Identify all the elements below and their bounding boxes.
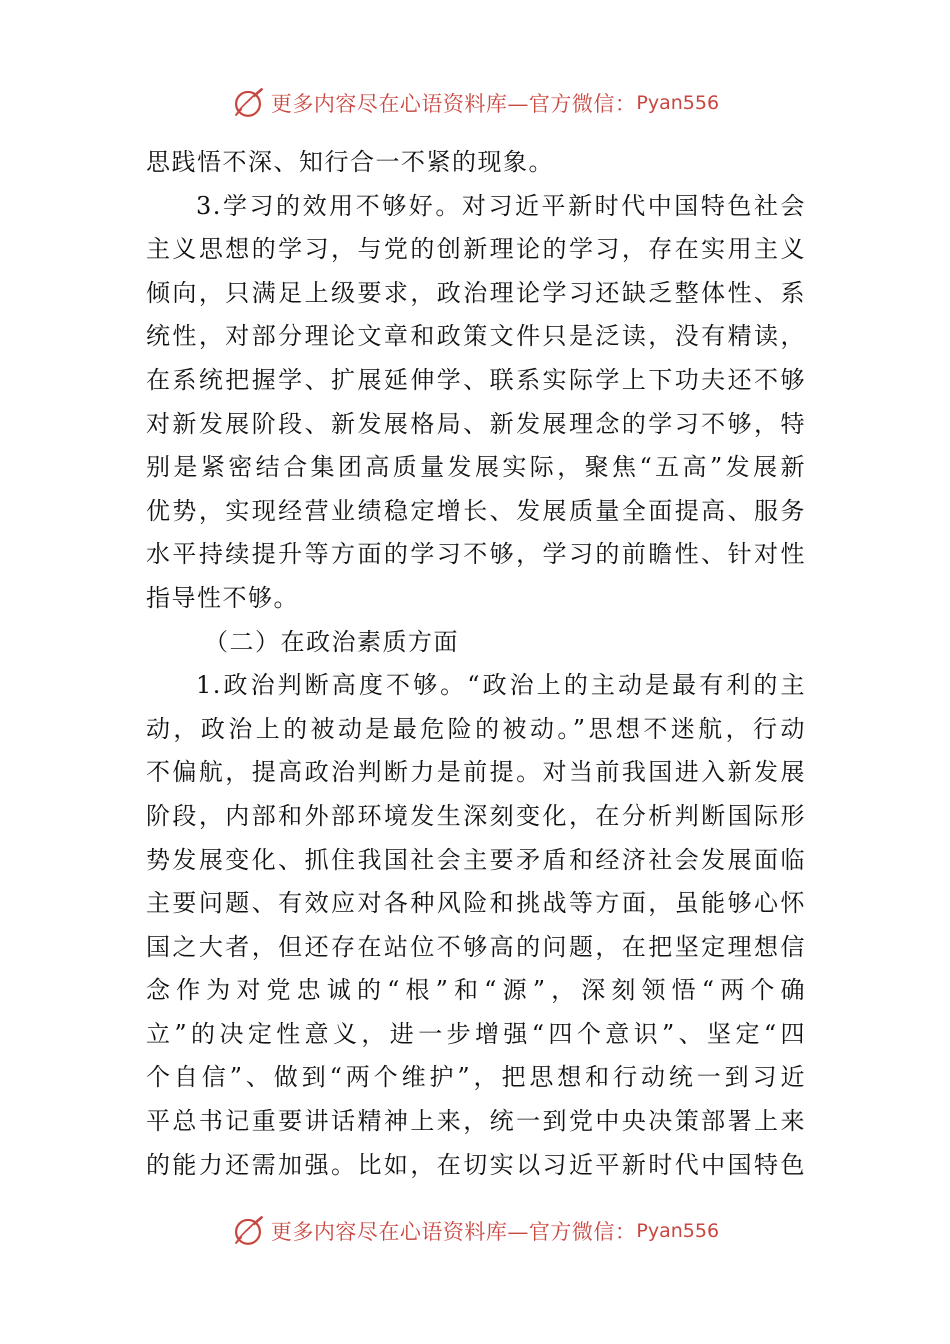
quill-seal-icon [231, 86, 265, 120]
watermark-text: 更多内容尽在心语资料库—官方微信： [270, 1220, 637, 1244]
text-line: 念作为对党忠诚的“根”和“源”，深刻领悟“两个确 [146, 976, 806, 1005]
text-line: 在系统把握学、扩展延伸学、联系实际学上下功夫还不够 [146, 365, 806, 394]
text-line: 阶段，内部和外部环境发生深刻变化，在分析判断国际形 [146, 801, 806, 830]
watermark-banner-top [0, 83, 950, 123]
text-line: 统性，对部分理论文章和政策文件只是泛读，没有精读， [146, 322, 806, 351]
text-line: 平总书记重要讲话精神上来，统一到党中央决策部署上来 [146, 1107, 806, 1136]
text-line: 动，政治上的被动是最危险的被动。”思想不迷航，行动 [146, 714, 806, 743]
text-line: 主义思想的学习，与党的创新理论的学习，存在实用主义 [146, 235, 806, 264]
watermark-text: 更多内容尽在心语资料库—官方微信： [270, 92, 637, 116]
text-line: 国之大者，但还存在站位不够高的问题，在把坚定理想信 [146, 932, 806, 961]
text-line: 指导性不够。 [146, 583, 299, 612]
text-line: 对新发展阶段、新发展格局、新发展理念的学习不够，特 [146, 409, 806, 438]
text-line: 别是紧密结合集团高质量发展实际，聚焦“五高”发展新 [146, 453, 806, 482]
text-line: 思践悟不深、知行合一不紧的现象。 [146, 148, 554, 176]
text-line: 主要问题、有效应对各种风险和挑战等方面，虽能够心怀 [146, 889, 806, 918]
watermark-id: Pyan556 [636, 92, 720, 114]
text-line: 优势，实现经营业绩稳定增长、发展质量全面提高、服务 [146, 496, 806, 525]
watermark-banner-bottom [0, 1211, 950, 1251]
document-body [146, 141, 806, 1187]
paragraph-start-line: 3.学习的效用不够好。对习近平新时代中国特色社会 [196, 191, 806, 220]
quill-seal-icon [231, 1214, 265, 1248]
text-line: 立”的决定性意义，进一步增强“四个意识”、坚定“四 [146, 1019, 806, 1048]
watermark-id: Pyan556 [636, 1220, 720, 1242]
text-line: 个自信”、做到“两个维护”，把思想和行动统一到习近 [146, 1063, 806, 1092]
text-line: 不偏航，提高政治判断力是前提。对当前我国进入新发展 [146, 758, 806, 787]
text-line: 的能力还需加强。比如，在切实以习近平新时代中国特色 [146, 1150, 806, 1179]
text-line: 势发展变化、抓住我国社会主要矛盾和经济社会发展面临 [146, 845, 806, 874]
paragraph-start-line: 1.政治判断高度不够。“政治上的主动是最有利的主 [196, 671, 806, 700]
text-line: 水平持续提升等方面的学习不够，学习的前瞻性、针对性 [146, 540, 806, 569]
section-heading: （二）在政治素质方面 [204, 627, 459, 656]
text-line: 倾向，只满足上级要求，政治理论学习还缺乏整体性、系 [146, 278, 806, 307]
